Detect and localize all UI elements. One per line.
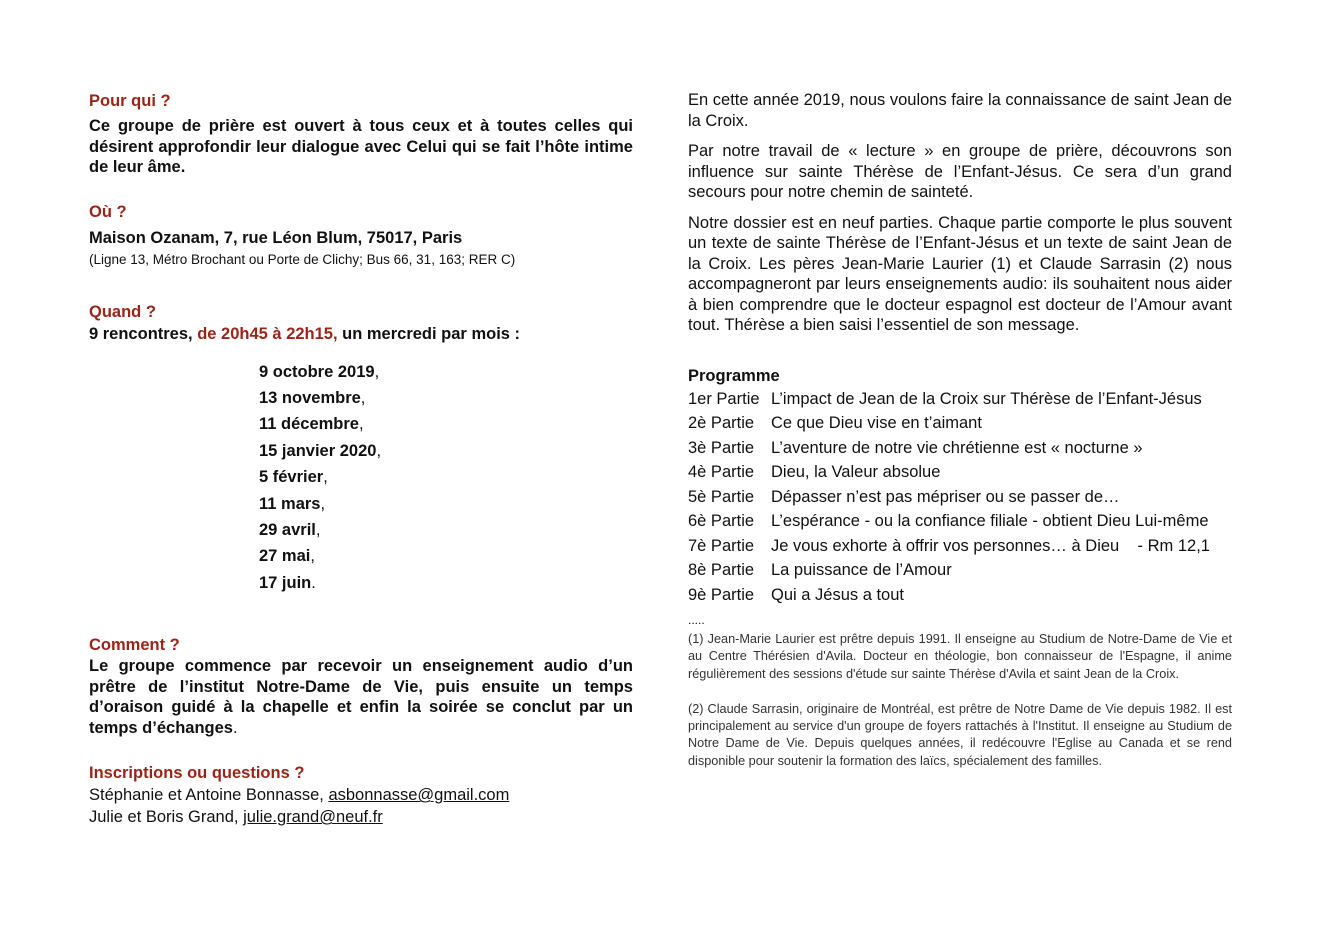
programme-item: 5è Partie Dépasser n’est pas mépriser ou se passer de… [688, 487, 1120, 506]
email-link-grand[interactable]: julie.grand@neuf.fr [243, 808, 383, 827]
heading-ou: Où ? [89, 202, 127, 221]
intro-paragraph: En cette année 2019, nous voulons faire la connaissance de saint Jean de la Croix. [688, 91, 1232, 130]
contact-2: Julie et Boris Grand, julie.grand@neuf.fr [89, 808, 383, 827]
heading-comment: Comment ? [89, 636, 180, 655]
pour-qui-text: Ce groupe de prière est ouvert à tous ceux et à toutes celles qui désirent approfondir leur dialogue avec Celui qui se fait l’hôte intime de leur âme. [89, 117, 633, 176]
section-inscriptions [89, 762, 633, 828]
separator-dots: ..... [688, 613, 705, 627]
heading-quand: Quand ? [89, 302, 156, 321]
comment-text: Le groupe commence par recevoir un enseignement audio d’un prêtre de l’institut Notre-Dame de Vie, puis ensuite un temps d’oraison guidé à la chapelle et enfin la soirée se conclut par un temps d’échanges. [89, 657, 633, 737]
date-item: 13 novembre, [259, 388, 366, 407]
date-item: 27 mai, [259, 547, 315, 566]
programme-item: 4è Partie Dieu, la Valeur absolue [688, 463, 941, 481]
quand-intro [89, 323, 633, 345]
date-item: 11 mars, [259, 494, 326, 513]
programme-title: Programme [688, 366, 780, 385]
section-ou [89, 201, 633, 270]
left-column [89, 90, 633, 828]
contact-1: Stéphanie et Antoine Bonnasse, asbonnasse@gmail.com [89, 786, 510, 805]
programme-item: 6è Partie L’espérance - ou la confiance filiale - obtient Dieu Lui-même [688, 512, 1209, 530]
meeting-time: de 20h45 à 22h15, [197, 324, 338, 343]
programme-item: 1er Partie L’impact de Jean de la Croix sur Thérèse de l’Enfant-Jésus [688, 389, 1202, 408]
section-quand [89, 301, 633, 597]
email-link-bonnasse[interactable]: asbonnasse@gmail.com [328, 786, 510, 805]
footnote-sarrasin: (2) Claude Sarrasin, originaire de Montréal, est prêtre de Notre Dame de Vie depuis 1982. Il est principalement au service d'un groupe de foyers rattachés à l'Institut. Il enseigne au Studium de Notre Dame de Vie. Depuis quelques années, il redécouvre l'Eglise au Canada et se rend disponible pour soutenir la formation des laïcs, spécialement des familles. [688, 701, 1232, 768]
date-item: 15 janvier 2020, [259, 441, 382, 460]
programme-item: 3è Partie L’aventure de notre vie chrétienne est « nocturne » [688, 438, 1143, 457]
date-item: 11 décembre, [259, 415, 364, 434]
reading-paragraph: Par notre travail de « lecture » en groupe de prière, découvrons son influence sur sainte Thérèse de l’Enfant-Jésus. Ce sera d’un grand secours pour notre chemin de sainteté. [688, 142, 1232, 201]
date-item: 5 février, [259, 468, 328, 487]
programme-item: 2è Partie Ce que Dieu vise en t’aimant [688, 414, 982, 432]
date-item: 9 octobre 2019, [259, 362, 380, 381]
programme-list [688, 387, 1232, 608]
programme-item: 7è Partie Je vous exhorte à offrir vos personnes… à Dieu - Rm 12,1 [688, 536, 1210, 555]
programme-item: 9è Partie Qui a Jésus a tout [688, 585, 904, 604]
date-item: 29 avril, [259, 520, 321, 539]
dossier-paragraph: Notre dossier est en neuf parties. Chaque partie comporte le plus souvent un texte de sainte Thérèse de l’Enfant-Jésus et un texte de saint Jean de la Croix. Les pères Jean-Marie Laurier (1) et Claude Sarrasin (2) nous accompagneront par leurs enseignements audio: ils souhaitent nous aider à bien comprendre que le docteur espagnol est docteur de l’Amour avant tout. Thérèse a bien saisi l’essentiel de son message. [688, 213, 1232, 334]
date-item: 17 juin. [259, 573, 316, 592]
intro-end: un mercredi par mois : [337, 324, 521, 343]
dates-list [259, 359, 633, 597]
transport-info: (Ligne 13, Métro Brochant ou Porte de Clichy; Bus 66, 31, 163; RER C) [89, 251, 516, 267]
right-column [688, 90, 1232, 770]
footnote-laurier: (1) Jean-Marie Laurier est prêtre depuis 1991. Il enseigne au Studium de Notre-Dame de Vie et au Centre Thérésien d'Avila. Docteur en théologie, bon connaisseur de l'Espagne, il anime régulièrement des sessions d'étude sur sainte Thérèse d'Avila et saint Jean de la Croix. [688, 632, 1232, 681]
heading-inscriptions: Inscriptions ou questions ? [89, 764, 305, 783]
section-comment [89, 634, 633, 738]
intro-start: 9 rencontres, [89, 324, 198, 343]
heading-pour-qui: Pour qui ? [89, 92, 171, 110]
section-pour-qui [89, 90, 633, 178]
programme-item: 8è Partie La puissance de l’Amour [688, 561, 952, 579]
address: Maison Ozanam, 7, rue Léon Blum, 75017, Paris [89, 228, 463, 247]
